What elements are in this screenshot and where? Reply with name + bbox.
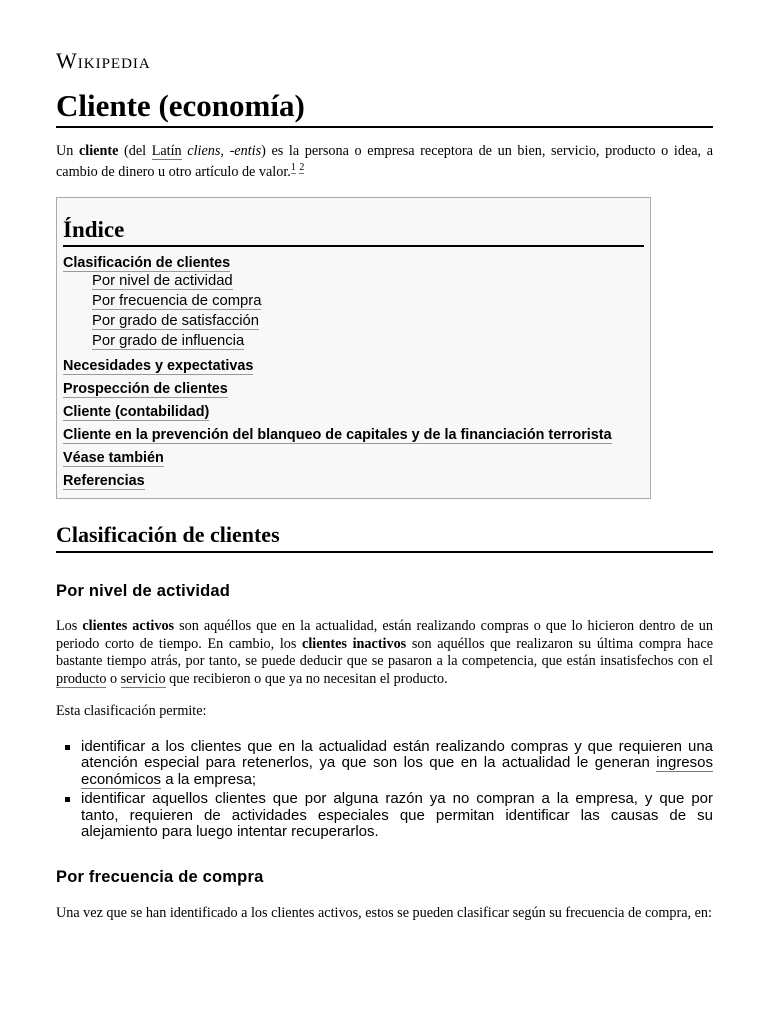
ingresos-economicos-link[interactable]: ingresos económicos [81, 754, 713, 788]
toc-item-grado-satisfaccion[interactable]: Por grado de satisfacción [92, 313, 259, 329]
latin-link[interactable]: Latín [151, 143, 182, 159]
intro-text: Un [56, 143, 79, 159]
paragraph-clasificacion-permite: Esta clasificación permite: [56, 703, 207, 719]
paragraph-nivel-actividad [56, 618, 713, 688]
section-heading-clasificacion: Clasificación de clientes [56, 521, 713, 553]
intro-bold-term: cliente [78, 143, 119, 159]
list-item: identificar aquellos clientes que por alguna razón ya no compran a la empresa, y que por tanto, requieren de actividades especiales que permitan identificar las causas de su alejamiento para luego intentar recuperarlos. [56, 791, 713, 841]
paragraph-text: Los [56, 618, 83, 634]
toc-item-necesidades[interactable]: Necesidades y expectativas [63, 358, 254, 374]
toc-item-nivel-actividad[interactable]: Por nivel de actividad [92, 273, 233, 289]
list-item: identificar a los clientes que en la actualidad están realizando compras y que requieren una atención especial para retenerlos, ya que son los que en la actualidad le generan ingresos económicos a la empresa; [56, 739, 713, 789]
toc-item-frecuencia-compra[interactable]: Por frecuencia de compra [92, 293, 262, 309]
servicio-link[interactable]: servicio [120, 670, 166, 687]
paragraph-text: que recibieron o que ya no necesitan el producto. [165, 670, 448, 687]
intro-text: ) es la persona o empresa receptora de un bien, servicio, producto o idea, a cambio de dinero u otro artículo de valor. [56, 143, 714, 180]
reference-1[interactable]: 1 [290, 162, 296, 174]
toc-item-contabilidad[interactable]: Cliente (contabilidad) [63, 404, 210, 420]
toc-heading: Índice [63, 216, 644, 247]
toc-item-clasificacion[interactable]: Clasificación de clientes [63, 255, 231, 271]
paragraph-text: son aquéllos que en la actualidad, están realizando compras o que lo hicieron dentro de un periodo corto de tiempo. En cambio, los [56, 618, 713, 652]
producto-link[interactable]: producto [56, 670, 107, 687]
toc-item-vease-tambien[interactable]: Véase también [63, 450, 164, 466]
bold-term: clientes activos [82, 618, 175, 634]
intro-text: (del [118, 143, 152, 159]
intro-italic-term: cliens [187, 143, 221, 159]
intro-italic-term: -entis [229, 143, 262, 159]
intro-text: , [220, 143, 230, 159]
subsection-heading-frecuencia-compra: Por frecuencia de compra [56, 867, 264, 886]
toc-item-referencias[interactable]: Referencias [63, 473, 145, 489]
toc-item-grado-influencia[interactable]: Por grado de influencia [92, 333, 245, 349]
subsection-heading-nivel-actividad: Por nivel de actividad [56, 582, 231, 600]
toc-item-blanqueo[interactable]: Cliente en la prevención del blanqueo de capitales y de la financiación terrorista [63, 427, 612, 443]
wikipedia-logo[interactable]: Wikipedia [56, 48, 151, 73]
paragraph-frecuencia-compra: Una vez que se han identificado a los clientes activos, estos se pueden clasificar según su frecuencia de compra, en: [56, 904, 712, 921]
reference-2[interactable]: 2 [299, 162, 305, 174]
bold-term: clientes inactivos [302, 635, 407, 652]
table-of-contents [56, 197, 651, 499]
toc-item-prospeccion[interactable]: Prospección de clientes [63, 381, 228, 397]
bullet-list [56, 739, 713, 841]
paragraph-text: son aquéllos que realizaron su última compra hace bastante tiempo atrás, por tanto, se puede deducir que se pasaron a la competencia, que están insatisfechos con el [56, 635, 714, 669]
article-page [56, 48, 713, 922]
page-title: Cliente (economía) [56, 88, 713, 128]
paragraph-text: o [106, 670, 121, 687]
intro-paragraph [56, 141, 713, 183]
